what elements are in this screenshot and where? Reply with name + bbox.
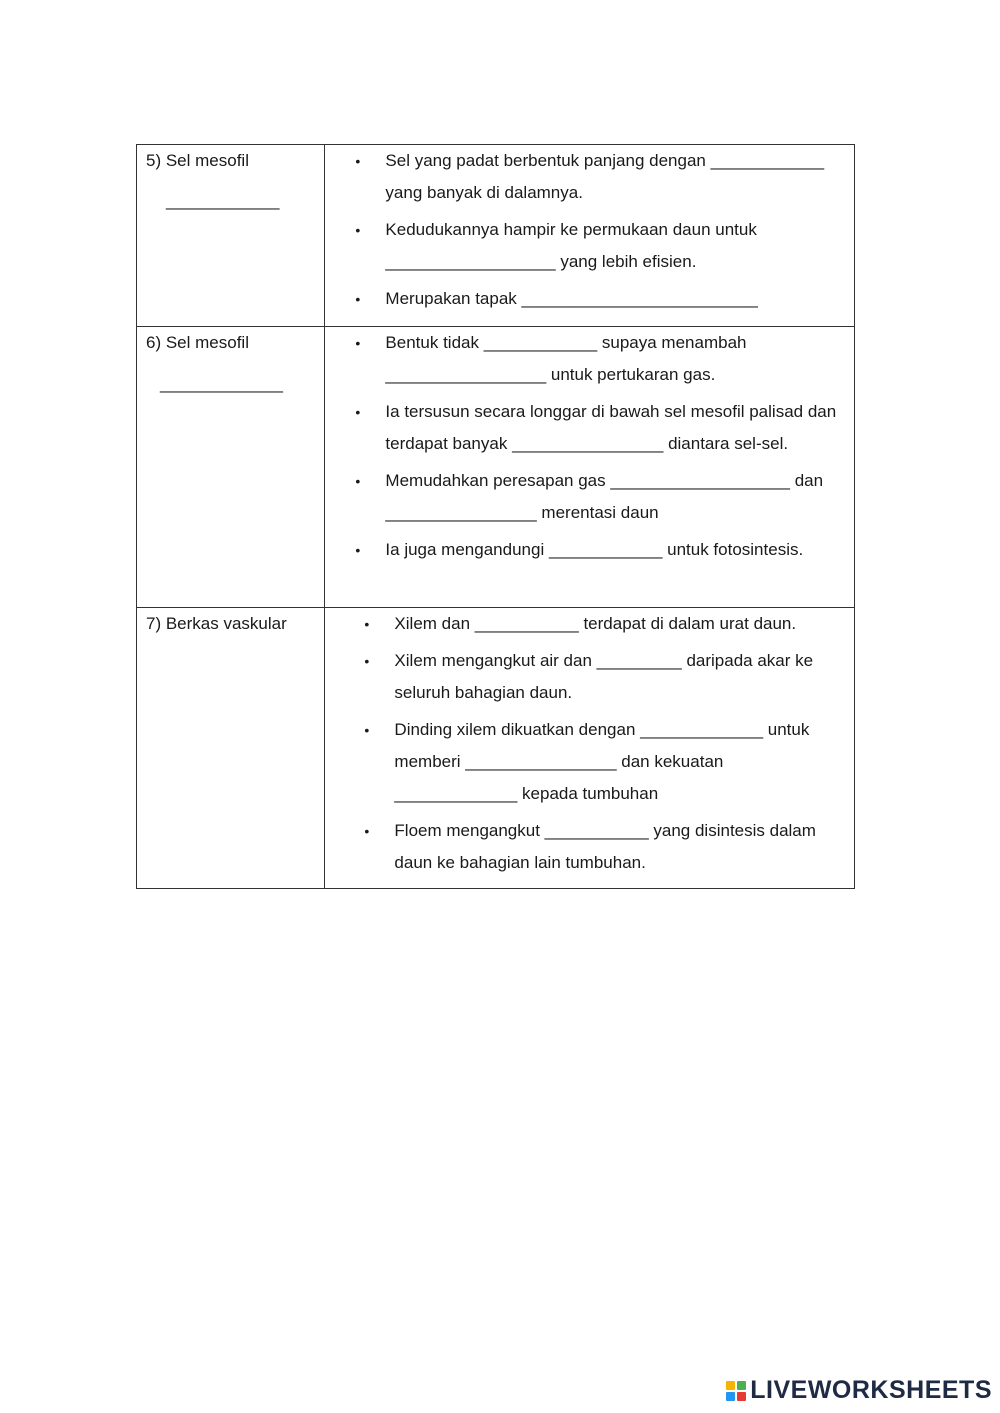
list-item	[325, 534, 854, 566]
list-item	[325, 396, 854, 460]
description-cell	[325, 145, 855, 327]
bullet-icon: •	[355, 473, 361, 489]
description-list	[325, 145, 854, 315]
list-item	[325, 608, 854, 640]
item-text: Memudahkan peresapan gas ___________________ dan ________________ merentasi daun	[385, 471, 824, 522]
table-row	[137, 327, 855, 608]
worksheet-table	[136, 144, 855, 889]
list-item	[325, 283, 854, 315]
table-row	[137, 608, 855, 889]
item-text: Kedudukannya hampir ke permukaan daun untuk __________________ yang lebih efisien.	[385, 220, 757, 271]
item-text: Dinding xilem dikuatkan dengan _____________ untuk memberi ________________ dan kekuatan _____________ kepada tumbuhan	[394, 720, 810, 803]
bullet-icon: •	[355, 153, 361, 169]
bullet-icon: •	[355, 222, 361, 238]
list-item	[325, 815, 854, 879]
description-cell	[325, 608, 855, 889]
list-item	[325, 327, 854, 391]
bullet-icon: •	[355, 291, 361, 307]
item-text: Xilem dan ___________ terdapat di dalam urat daun.	[394, 614, 797, 633]
term-cell	[137, 608, 325, 889]
bullet-icon: •	[364, 653, 370, 669]
bullet-icon: •	[355, 335, 361, 351]
item-text: Floem mengangkut ___________ yang disintesis dalam daun ke bahagian lain tumbuhan.	[394, 821, 816, 872]
item-text: Merupakan tapak _________________________	[385, 289, 758, 308]
term-answer-blank[interactable]: ____________	[166, 191, 280, 210]
description-cell	[325, 327, 855, 608]
item-text: Ia tersusun secara longgar di bawah sel mesofil palisad dan terdapat banyak ________________ diantara sel-sel.	[385, 402, 837, 453]
term-answer-blank[interactable]: _____________	[160, 374, 283, 393]
logo-square	[737, 1381, 746, 1390]
term-cell	[137, 145, 325, 327]
item-text: Sel yang padat berbentuk panjang dengan ____________ yang banyak di dalamnya.	[385, 151, 825, 202]
item-text: Ia juga mengandungi ____________ untuk fotosintesis.	[385, 540, 804, 559]
logo-text: LIVEWORKSHEETS	[750, 1376, 992, 1404]
bullet-icon: •	[364, 722, 370, 738]
term-title: 7) Berkas vaskular	[146, 614, 287, 633]
list-item	[325, 214, 854, 278]
bullet-icon: •	[355, 404, 361, 420]
term-cell	[137, 327, 325, 608]
logo-square	[737, 1392, 746, 1401]
item-text: Bentuk tidak ____________ supaya menambah _________________ untuk pertukaran gas.	[385, 333, 747, 384]
list-item	[325, 145, 854, 209]
term-title: 5) Sel mesofil	[146, 151, 249, 170]
term-title: 6) Sel mesofil	[146, 333, 249, 352]
bullet-icon: •	[364, 616, 370, 632]
table-row	[137, 145, 855, 327]
logo-square	[726, 1392, 735, 1401]
liveworksheets-logo	[726, 1376, 992, 1405]
description-list	[325, 327, 854, 566]
bullet-icon: •	[355, 542, 361, 558]
list-item	[325, 465, 854, 529]
item-text: Xilem mengangkut air dan _________ daripada akar ke seluruh bahagian daun.	[394, 651, 814, 702]
list-item	[325, 714, 854, 810]
logo-square	[726, 1381, 735, 1390]
list-item	[325, 645, 854, 709]
logo-mark-icon	[726, 1381, 746, 1401]
bullet-icon: •	[364, 823, 370, 839]
description-list	[325, 608, 854, 879]
